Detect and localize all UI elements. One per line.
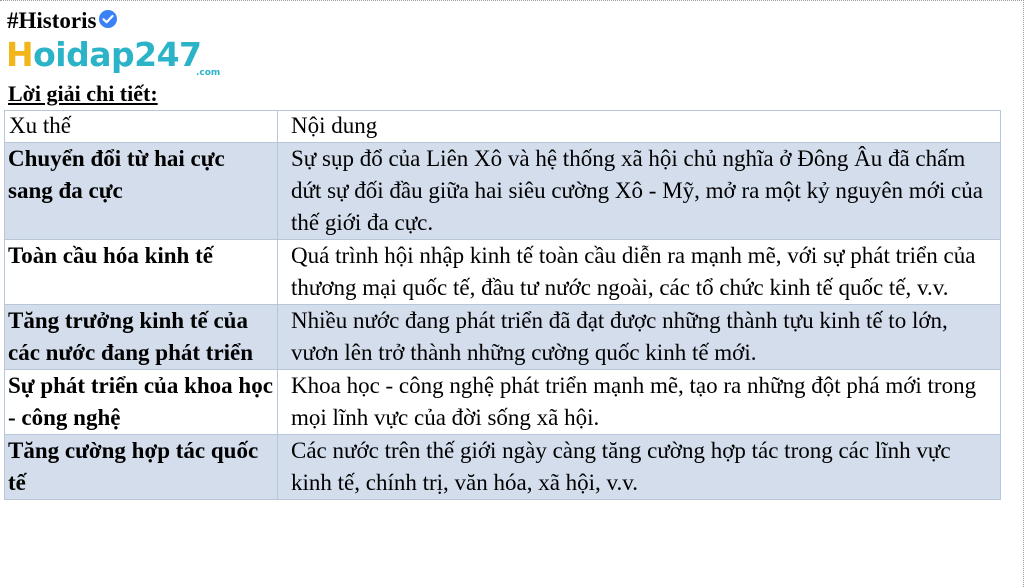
content-cell: Nhiều nước đang phát triển đã đạt được những thành tựu kinh tế to lớn, vươn lên trở thành những cường quốc kinh tế mới. — [278, 305, 1001, 370]
header-trend: Xu thế — [5, 111, 278, 143]
solution-heading: Lời giải chi tiết: — [8, 81, 158, 106]
trends-table — [4, 110, 1001, 500]
table-row — [5, 305, 1001, 370]
trend-cell: Toàn cầu hóa kinh tế — [5, 240, 278, 305]
content-cell: Các nước trên thế giới ngày càng tăng cường hợp tác trong các lĩnh vực kinh tế, chính trị, văn hóa, xã hội, v.v. — [278, 435, 1001, 500]
content-cell: Quá trình hội nhập kinh tế toàn cầu diễn ra mạnh mẽ, với sự phát triển của thương mại quốc tế, đầu tư nước ngoài, các tổ chức kinh tế quốc tế, v.v. — [278, 240, 1001, 305]
verified-check-icon — [98, 8, 118, 28]
table-row — [5, 370, 1001, 435]
hoidap247-logo — [6, 35, 226, 81]
logo-domain-suffix: .com — [196, 68, 221, 78]
hashtag-text: #Historis — [7, 8, 97, 33]
trend-cell: Tăng cường hợp tác quốc tế — [5, 435, 278, 500]
content-cell: Khoa học - công nghệ phát triển mạnh mẽ, tạo ra những đột phá mới trong mọi lĩnh vực của đời sống xã hội. — [278, 370, 1001, 435]
logo-wordmark: Hoidap247 — [6, 35, 202, 74]
table-row — [5, 240, 1001, 305]
table-row — [5, 435, 1001, 500]
trend-cell: Tăng trưởng kinh tế của các nước đang phát triển — [5, 305, 278, 370]
header-content: Nội dung — [278, 111, 1001, 143]
trend-cell: Chuyển đổi từ hai cực sang đa cực — [5, 143, 278, 240]
table-header-row — [5, 111, 1001, 143]
table-row — [5, 143, 1001, 240]
trend-cell: Sự phát triển của khoa học - công nghệ — [5, 370, 278, 435]
content-cell: Sự sụp đổ của Liên Xô và hệ thống xã hội chủ nghĩa ở Đông Âu đã chấm dứt sự đối đầu giữa hai siêu cường Xô - Mỹ, mở ra một kỷ nguyên mới của thế giới đa cực. — [278, 143, 1001, 240]
hashtag-label — [7, 7, 118, 35]
